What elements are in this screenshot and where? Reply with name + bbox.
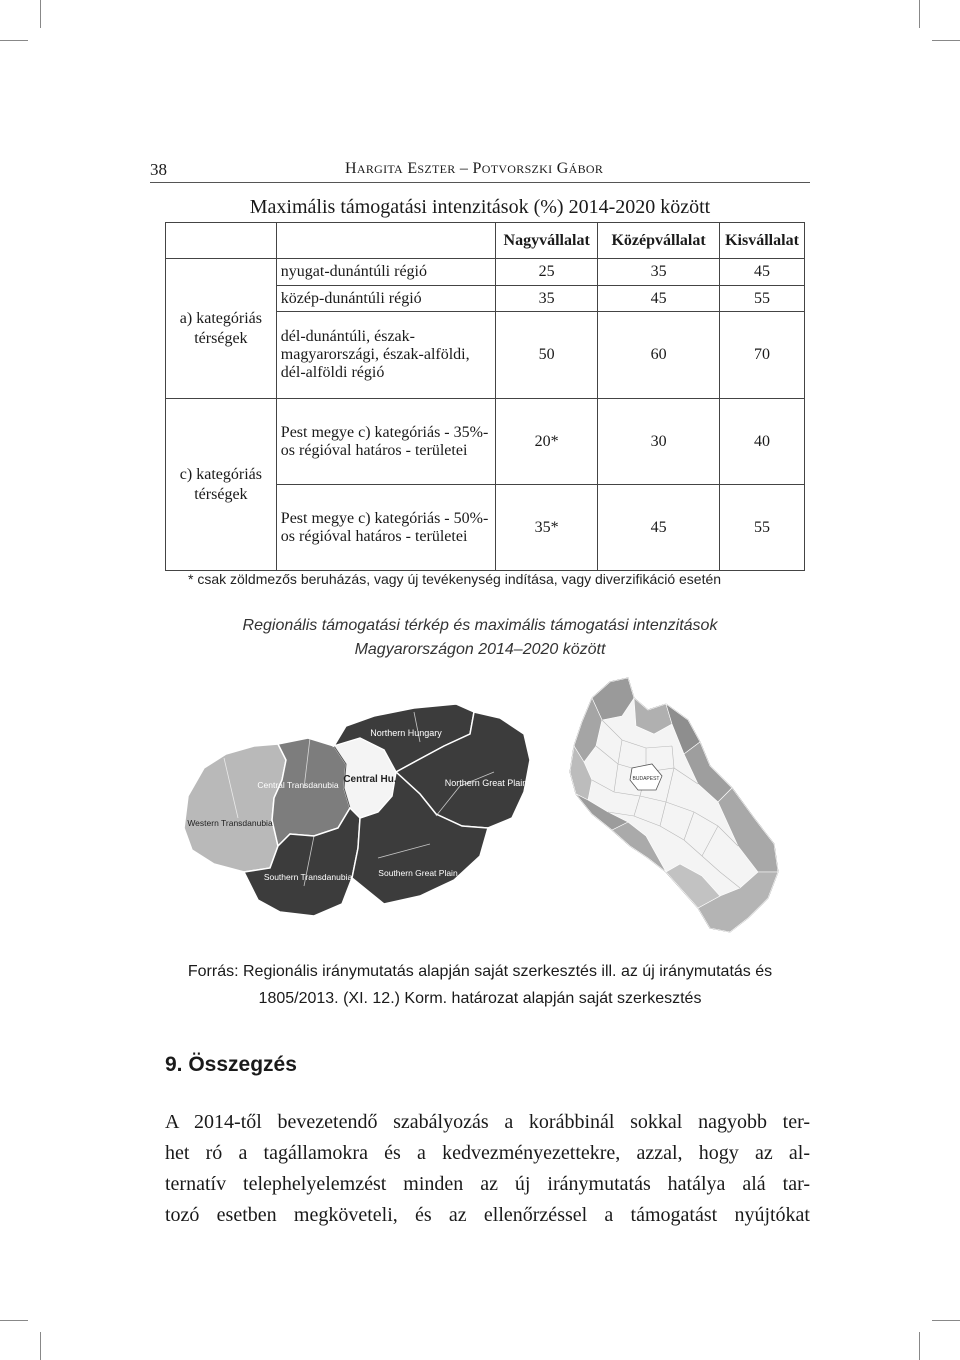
body-line: A 2014-től bevezetendő szabályozás a korábbinál sokkal nagyobb ter-: [165, 1111, 810, 1133]
label-central-transdanubia: Central Transdanubia: [257, 780, 339, 790]
crop-mark: [932, 1320, 960, 1321]
crop-mark: [0, 1320, 28, 1321]
crop-mark: [919, 1332, 920, 1360]
label-northern-hungary: Northern Hungary: [370, 728, 442, 738]
section-title: 9. Összegzés: [165, 1053, 297, 1076]
source-line2: 1805/2013. (XI. 12.) Korm. határozat alapján saját szerkesztés: [258, 990, 702, 1007]
label-northern-great-plain: Northern Great Plain: [444, 778, 528, 788]
table-cell: 35: [496, 286, 598, 312]
table-cell: 35: [598, 259, 720, 286]
row-label: dél-dunántúli, észak-magyarországi, észak-alföldi, dél-alföldi régió: [276, 312, 495, 399]
page-number: 38: [150, 160, 167, 179]
crop-mark: [40, 0, 41, 28]
body-paragraph: [165, 1107, 810, 1231]
table-cell: 25: [496, 259, 598, 286]
table-title: Maximális támogatási intenzitások (%) 2014-2020 között: [249, 196, 711, 218]
crop-mark: [40, 1332, 41, 1360]
column-header: Középvállalat: [598, 223, 720, 259]
body-line: tozó esetben megköveteli, és az ellenőrzéssel a támogatást nyújtókat: [165, 1204, 810, 1226]
table-cell: 40: [720, 399, 805, 485]
label-western-transdanubia: Western Transdanubia: [187, 818, 273, 828]
table-row: [166, 259, 805, 286]
figure-caption-line2: Magyarországon 2014–2020 között: [354, 641, 606, 658]
author-names: HARGITA ESZTER – POTVORSZKI GÁBOR: [345, 160, 604, 177]
group-label-c: c) kategóriás térségek: [166, 399, 277, 571]
table-corner-cell: [166, 223, 277, 259]
crop-mark: [919, 0, 920, 28]
row-label: nyugat-dunántúli régió: [276, 259, 495, 286]
label-southern-transdanubia: Southern Transdanubia: [263, 872, 353, 882]
table-cell: 45: [598, 286, 720, 312]
row-label: Pest megye c) kategóriás - 35%-os régióval határos - területei: [276, 399, 495, 485]
figure-caption-line1: Regionális támogatási térkép és maximális támogatási intenzitások: [242, 617, 718, 634]
pest-county-detail-map: [562, 676, 784, 938]
intensity-table: [165, 222, 805, 571]
label-budapest: BUDAPEST: [632, 776, 660, 782]
table-cell: 55: [720, 286, 805, 312]
column-header: Kisvállalat: [720, 223, 805, 259]
table-cell: 35*: [496, 485, 598, 571]
table-header-row: [166, 223, 805, 259]
table-row: [166, 399, 805, 485]
table-corner-cell: [276, 223, 495, 259]
table-cell: 60: [598, 312, 720, 399]
source-line1: Forrás: Regionális iránymutatás alapján saját szerkesztés ill. az új iránymutatás és: [187, 963, 773, 980]
column-header: Nagyvállalat: [496, 223, 598, 259]
regions-map: [174, 668, 566, 936]
table-cell: 45: [598, 485, 720, 571]
table-cell: 20*: [496, 399, 598, 485]
table-cell: 70: [720, 312, 805, 399]
row-label: Pest megye c) kategóriás - 50%-os régióval határos - területei: [276, 485, 495, 571]
crop-mark: [0, 40, 28, 41]
table-footnote: * csak zöldmezős beruházás, vagy új tevékenység indítása, vagy diverzifikáció esetén: [188, 571, 722, 587]
body-line: ternatív telephelyelemzést minden az új iránymutatás hatálya alá tar-: [165, 1173, 810, 1195]
table-cell: 30: [598, 399, 720, 485]
running-header: [150, 158, 810, 183]
table-cell: 55: [720, 485, 805, 571]
table-cell: 50: [496, 312, 598, 399]
group-label-a: a) kategóriás térségek: [166, 259, 277, 399]
body-line: het ró a tagállamokra és a kedvezményezettekre, azzal, hogy az al-: [165, 1142, 810, 1164]
label-central-hungary: Central Hu.: [343, 774, 397, 785]
label-southern-great-plain: Southern Great Plain: [378, 868, 458, 878]
table-cell: 45: [720, 259, 805, 286]
crop-mark: [932, 40, 960, 41]
row-label: közép-dunántúli régió: [276, 286, 495, 312]
